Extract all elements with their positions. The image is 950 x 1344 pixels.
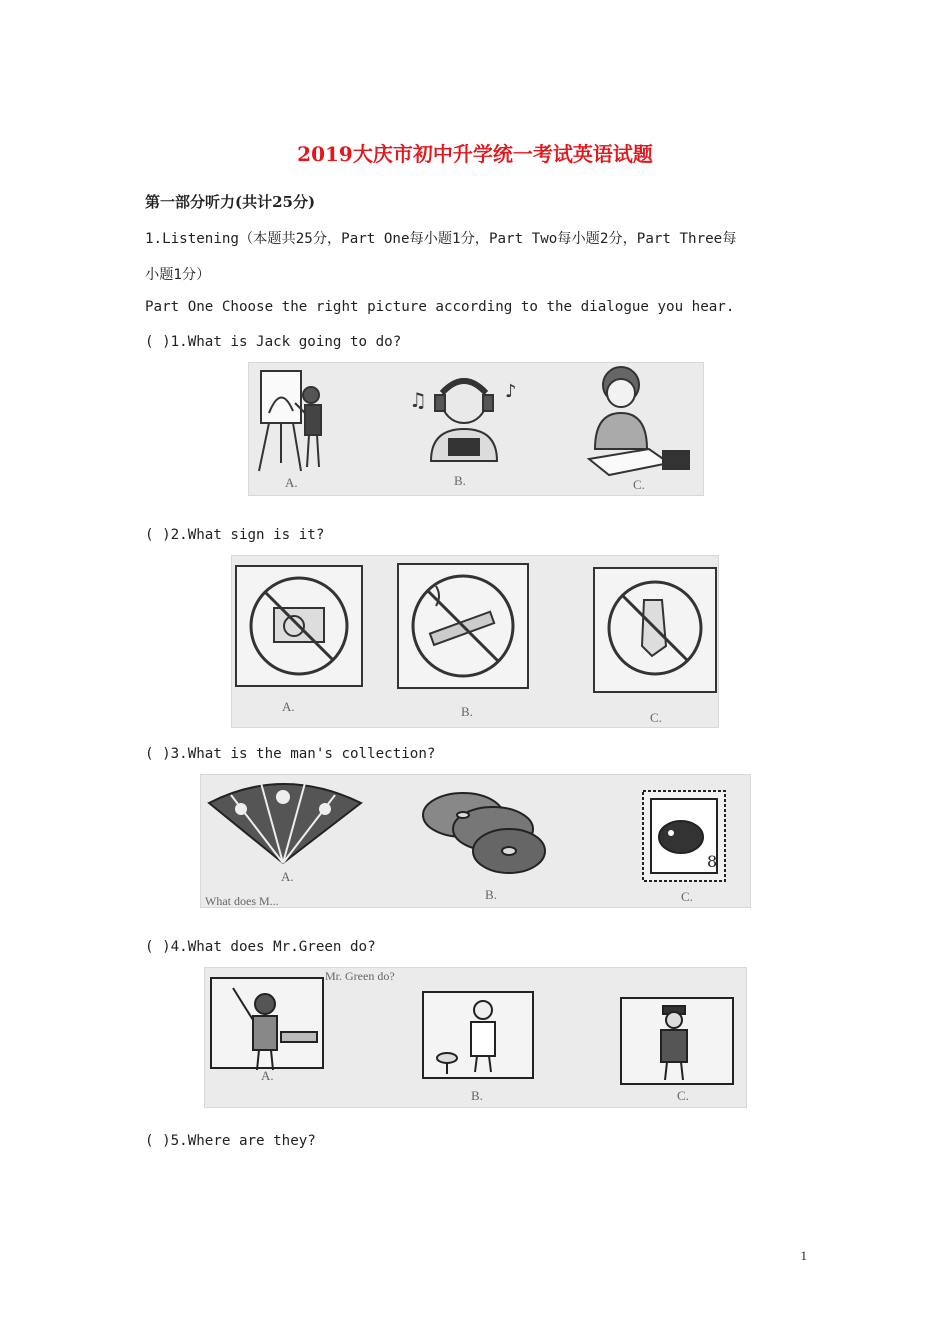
q4-label-b: B. bbox=[471, 1088, 483, 1103]
q2-label-b: B. bbox=[461, 704, 473, 719]
q2-label-a: A. bbox=[282, 699, 295, 714]
q2-picture-strip bbox=[231, 555, 719, 728]
q2-option-b-no-smoking-sign bbox=[398, 564, 528, 688]
q3-label-c: C. bbox=[681, 889, 693, 904]
q3-picture-strip bbox=[200, 774, 751, 908]
q3-option-c-stamp-image bbox=[643, 791, 725, 881]
q3-scan-residue: What does M... bbox=[205, 894, 279, 907]
q1-label-c: C. bbox=[633, 477, 645, 492]
question-4: ( )4.What does Mr.Green do? bbox=[145, 939, 376, 955]
q1-option-a-painting-image bbox=[259, 371, 321, 471]
q1-label-b: B. bbox=[454, 473, 466, 488]
q3-label-b: B. bbox=[485, 887, 497, 902]
q1-picture-strip bbox=[248, 362, 704, 496]
page-number: 1 bbox=[800, 1248, 807, 1263]
svg-text:♪: ♪ bbox=[505, 381, 517, 402]
q3-option-a-fan-image bbox=[209, 783, 361, 863]
q4-label-a: A. bbox=[261, 1068, 274, 1083]
question-5: ( )5.Where are they? bbox=[145, 1133, 316, 1149]
intro-line-2: 小题1分） bbox=[145, 267, 211, 283]
q4-picture-strip bbox=[204, 967, 747, 1108]
svg-text:8: 8 bbox=[707, 852, 718, 871]
q1-label-a: A. bbox=[285, 475, 298, 490]
q3-label-a: A. bbox=[281, 869, 294, 884]
q4-option-b-doctor-image bbox=[423, 992, 533, 1078]
q3-option-b-cds-image bbox=[423, 793, 545, 873]
part-one-instruction: Part One Choose the right picture according to the dialogue you hear. bbox=[145, 299, 735, 315]
section-heading: 第一部分听力(共计25分) bbox=[145, 193, 316, 211]
q4-option-a-teacher-image bbox=[211, 978, 323, 1070]
svg-text:♫: ♫ bbox=[409, 388, 427, 412]
page-title: 2019大庆市初中升学统一考试英语试题 bbox=[297, 142, 653, 166]
question-3: ( )3.What is the man's collection? bbox=[145, 746, 436, 762]
q1-option-c-homework-image bbox=[589, 367, 689, 475]
q4-label-c: C. bbox=[677, 1088, 689, 1103]
intro-line-1: 1.Listening（本题共25分，Part One每小题1分，Part Two每小题2分，Part Three每 bbox=[145, 231, 737, 247]
q4-option-c-police-image bbox=[621, 998, 733, 1084]
q2-option-c-no-touching-sign bbox=[594, 568, 716, 692]
question-1: ( )1.What is Jack going to do? bbox=[145, 334, 402, 350]
question-2: ( )2.What sign is it? bbox=[145, 527, 325, 543]
q1-option-b-music-image bbox=[409, 379, 517, 461]
q2-label-c: C. bbox=[650, 710, 662, 725]
q2-option-a-no-photos-sign bbox=[236, 566, 362, 686]
q4-scan-residue: Mr. Green do? bbox=[325, 969, 395, 983]
